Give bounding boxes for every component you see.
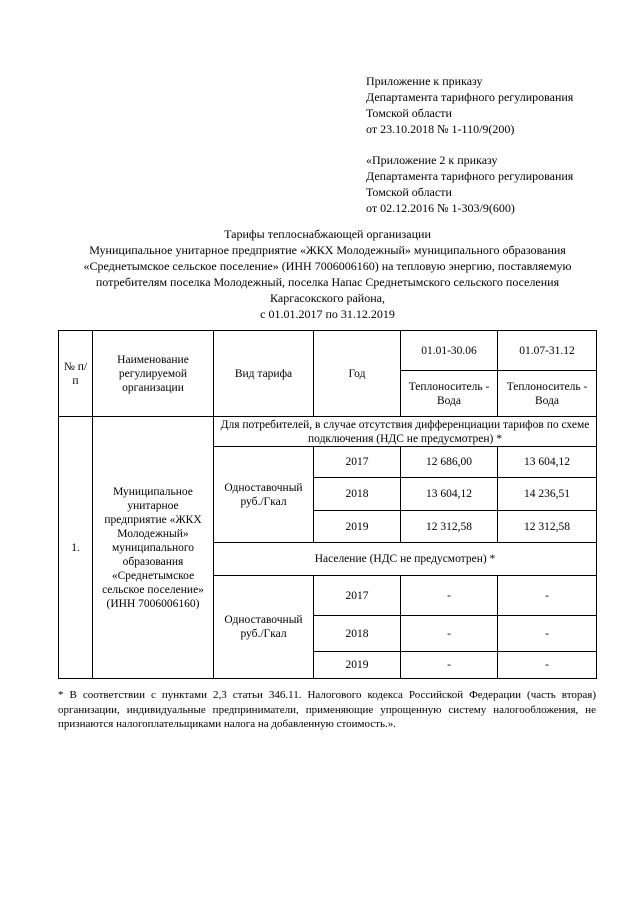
header-period-second-half: 01.07-31.12 [498, 331, 597, 371]
year-cell: 2019 [314, 511, 401, 543]
year-cell: 2017 [314, 447, 401, 478]
year-cell: 2019 [314, 652, 401, 679]
header-number: № п/п [59, 331, 93, 417]
title-line: Тарифы теплоснабжающей организации [224, 227, 431, 241]
header-heat-carrier-1: Теплоноситель - Вода [401, 371, 498, 417]
appendix-previous-order [366, 152, 573, 216]
appendix-line: Томской области [366, 185, 452, 199]
title-line: с 01.01.2017 по 31.12.2019 [260, 307, 395, 321]
title-line: Каргасокского района, [270, 291, 385, 305]
tariff-value-cell: 12 312,58 [498, 511, 597, 543]
row-number: 1. [59, 417, 93, 679]
appendix-line: «Приложение 2 к приказу [366, 153, 498, 167]
header-period-first-half: 01.01-30.06 [401, 331, 498, 371]
appendix-line: Томской области [366, 106, 452, 120]
year-cell: 2018 [314, 478, 401, 511]
header-tariff-type: Вид тарифа [214, 331, 314, 417]
year-cell: 2017 [314, 576, 401, 616]
appendix-current-order [366, 73, 573, 137]
title-line: потребителям поселка Молодежный, поселка Напас Среднетымского сельского поселения [95, 275, 560, 289]
header-organization: Наименование регулируемой организации [93, 331, 214, 417]
tariff-type-cell: Одноставочный руб./Гкал [214, 447, 314, 543]
section-caption-general: Для потребителей, в случае отсутствия дифференциации тарифов по схеме подключения (НДС не предусмотрен) * [214, 417, 597, 447]
tariff-value-cell: 12 686,00 [401, 447, 498, 478]
appendix-line: от 23.10.2018 № 1-110/9(200) [366, 122, 515, 136]
tariff-value-cell: 14 236,51 [498, 478, 597, 511]
appendix-line: Департамента тарифного регулирования [366, 90, 574, 104]
tariff-value-cell: 13 604,12 [498, 447, 597, 478]
tariff-value-cell: - [401, 576, 498, 616]
tariff-type-cell: Одноставочный руб./Гкал [214, 576, 314, 679]
tariff-value-cell: - [498, 576, 597, 616]
tariff-value-cell: 13 604,12 [401, 478, 498, 511]
tariff-value-cell: - [498, 616, 597, 652]
header-heat-carrier-2: Теплоноситель - Вода [498, 371, 597, 417]
appendix-line: Департамента тарифного регулирования [366, 169, 574, 183]
title-line: «Среднетымское сельское поселение» (ИНН 7006006160) на тепловую энергию, поставляемую [83, 259, 572, 273]
tariff-value-cell: - [498, 652, 597, 679]
appendix-line: от 02.12.2016 № 1-303/9(600) [366, 201, 515, 215]
header-year: Год [314, 331, 401, 417]
year-cell: 2018 [314, 616, 401, 652]
tariff-value-cell: - [401, 652, 498, 679]
tariff-value-cell: 12 312,58 [401, 511, 498, 543]
tariff-value-cell: - [401, 616, 498, 652]
organization-name: Муниципальное унитарное предприятие «ЖКХ Молодежный» муниципального образования «Среднетымское сельское поселение» (ИНН 7006006160) [93, 417, 214, 679]
tariff-table [58, 330, 597, 679]
section-caption-population: Население (НДС не предусмотрен) * [214, 543, 597, 576]
footnote: * В соответствии с пунктами 2,3 статьи 346.11. Налогового кодекса Российской Федерации (часть вторая) организации, индивидуальные предприниматели, применяющие упрощенную систему налогообложения, не признаются налогоплательщиками налога на добавленную стоимость.». [58, 689, 596, 730]
document-title [40, 226, 615, 322]
title-line: Муниципальное унитарное предприятие «ЖКХ Молодежный» муниципального образования [89, 243, 566, 257]
appendix-line: Приложение к приказу [366, 74, 483, 88]
